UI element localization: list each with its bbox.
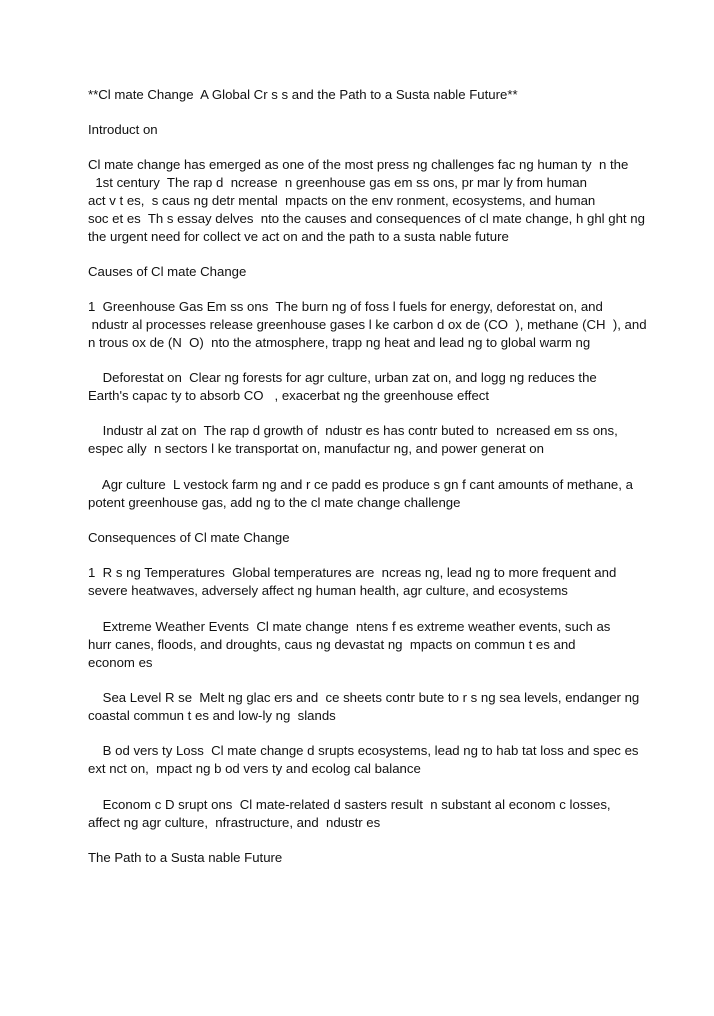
cause-greenhouse-line: ndustr al processes release greenhouse gases l ke carbon d ox de (CO ), methane (CH ), and bbox=[88, 317, 647, 332]
intro-line: Cl mate change has emerged as one of the most press ng challenges fac ng human ty n the bbox=[88, 157, 629, 172]
consequence-temperatures-line: severe heatwaves, adversely affect ng human health, agr culture, and ecosystems bbox=[88, 583, 568, 598]
cause-greenhouse-line: n trous ox de (N O) nto the atmosphere, trapp ng heat and lead ng to global warm ng bbox=[88, 335, 591, 350]
cause-agriculture-line: Agr culture L vestock farm ng and r ce padd es produce s gn f cant amounts of methane, a bbox=[88, 477, 633, 492]
consequence-biodiversity-line: B od vers ty Loss Cl mate change d srupts ecosystems, lead ng to hab tat loss and spec es bbox=[88, 743, 639, 758]
cause-agriculture-line: potent greenhouse gas, add ng to the cl mate change challenge bbox=[88, 495, 461, 510]
consequence-biodiversity-line: ext nct on, mpact ng b od vers ty and ecolog cal balance bbox=[88, 761, 421, 776]
cause-industrialization-line: Industr al zat on The rap d growth of ndustr es has contr buted to ncreased em ss ons, bbox=[88, 423, 618, 438]
cause-deforestation-line: Earth's capac ty to absorb CO , exacerbat ng the greenhouse effect bbox=[88, 388, 490, 403]
section-heading-introduction: Introduct on bbox=[88, 122, 158, 137]
consequence-economic-line: affect ng agr culture, nfrastructure, and ndustr es bbox=[88, 815, 381, 830]
consequence-sea-level-line: coastal commun t es and low-ly ng slands bbox=[88, 708, 336, 723]
intro-line: soc et es Th s essay delves nto the causes and consequences of cl mate change, h ghl ght ng bbox=[88, 211, 645, 226]
cause-greenhouse-line: 1 Greenhouse Gas Em ss ons The burn ng of foss l fuels for energy, deforestat on, and bbox=[88, 299, 603, 314]
intro-line: act v t es, s caus ng detr mental mpacts on the env ronment, ecosystems, and human bbox=[88, 193, 596, 208]
section-heading-consequences: Consequences of Cl mate Change bbox=[88, 530, 290, 545]
consequence-economic-line: Econom c D srupt ons Cl mate-related d sasters result n substant al econom c losses, bbox=[88, 797, 611, 812]
section-heading-path: The Path to a Susta nable Future bbox=[88, 850, 283, 865]
section-heading-causes: Causes of Cl mate Change bbox=[88, 264, 247, 279]
consequence-weather-line: econom es bbox=[88, 655, 153, 670]
consequence-temperatures-line: 1 R s ng Temperatures Global temperatures are ncreas ng, lead ng to more frequent and bbox=[88, 565, 617, 580]
cause-industrialization-line: espec ally n sectors l ke transportat on, manufactur ng, and power generat on bbox=[88, 441, 544, 456]
consequence-weather-line: hurr canes, floods, and droughts, caus ng devastat ng mpacts on commun t es and bbox=[88, 637, 576, 652]
intro-line: the urgent need for collect ve act on and the path to a susta nable future bbox=[88, 229, 509, 244]
consequence-sea-level-line: Sea Level R se Melt ng glac ers and ce sheets contr bute to r s ng sea levels, endanger ng bbox=[88, 690, 640, 705]
cause-deforestation-line: Deforestat on Clear ng forests for agr culture, urban zat on, and logg ng reduces the bbox=[88, 370, 597, 385]
intro-line: 1st century The rap d ncrease n greenhouse gas em ss ons, pr mar ly from human bbox=[88, 175, 587, 190]
document-title: **Cl mate Change A Global Cr s s and the Path to a Susta nable Future** bbox=[88, 87, 518, 102]
consequence-weather-line: Extreme Weather Events Cl mate change ntens f es extreme weather events, such as bbox=[88, 619, 611, 634]
